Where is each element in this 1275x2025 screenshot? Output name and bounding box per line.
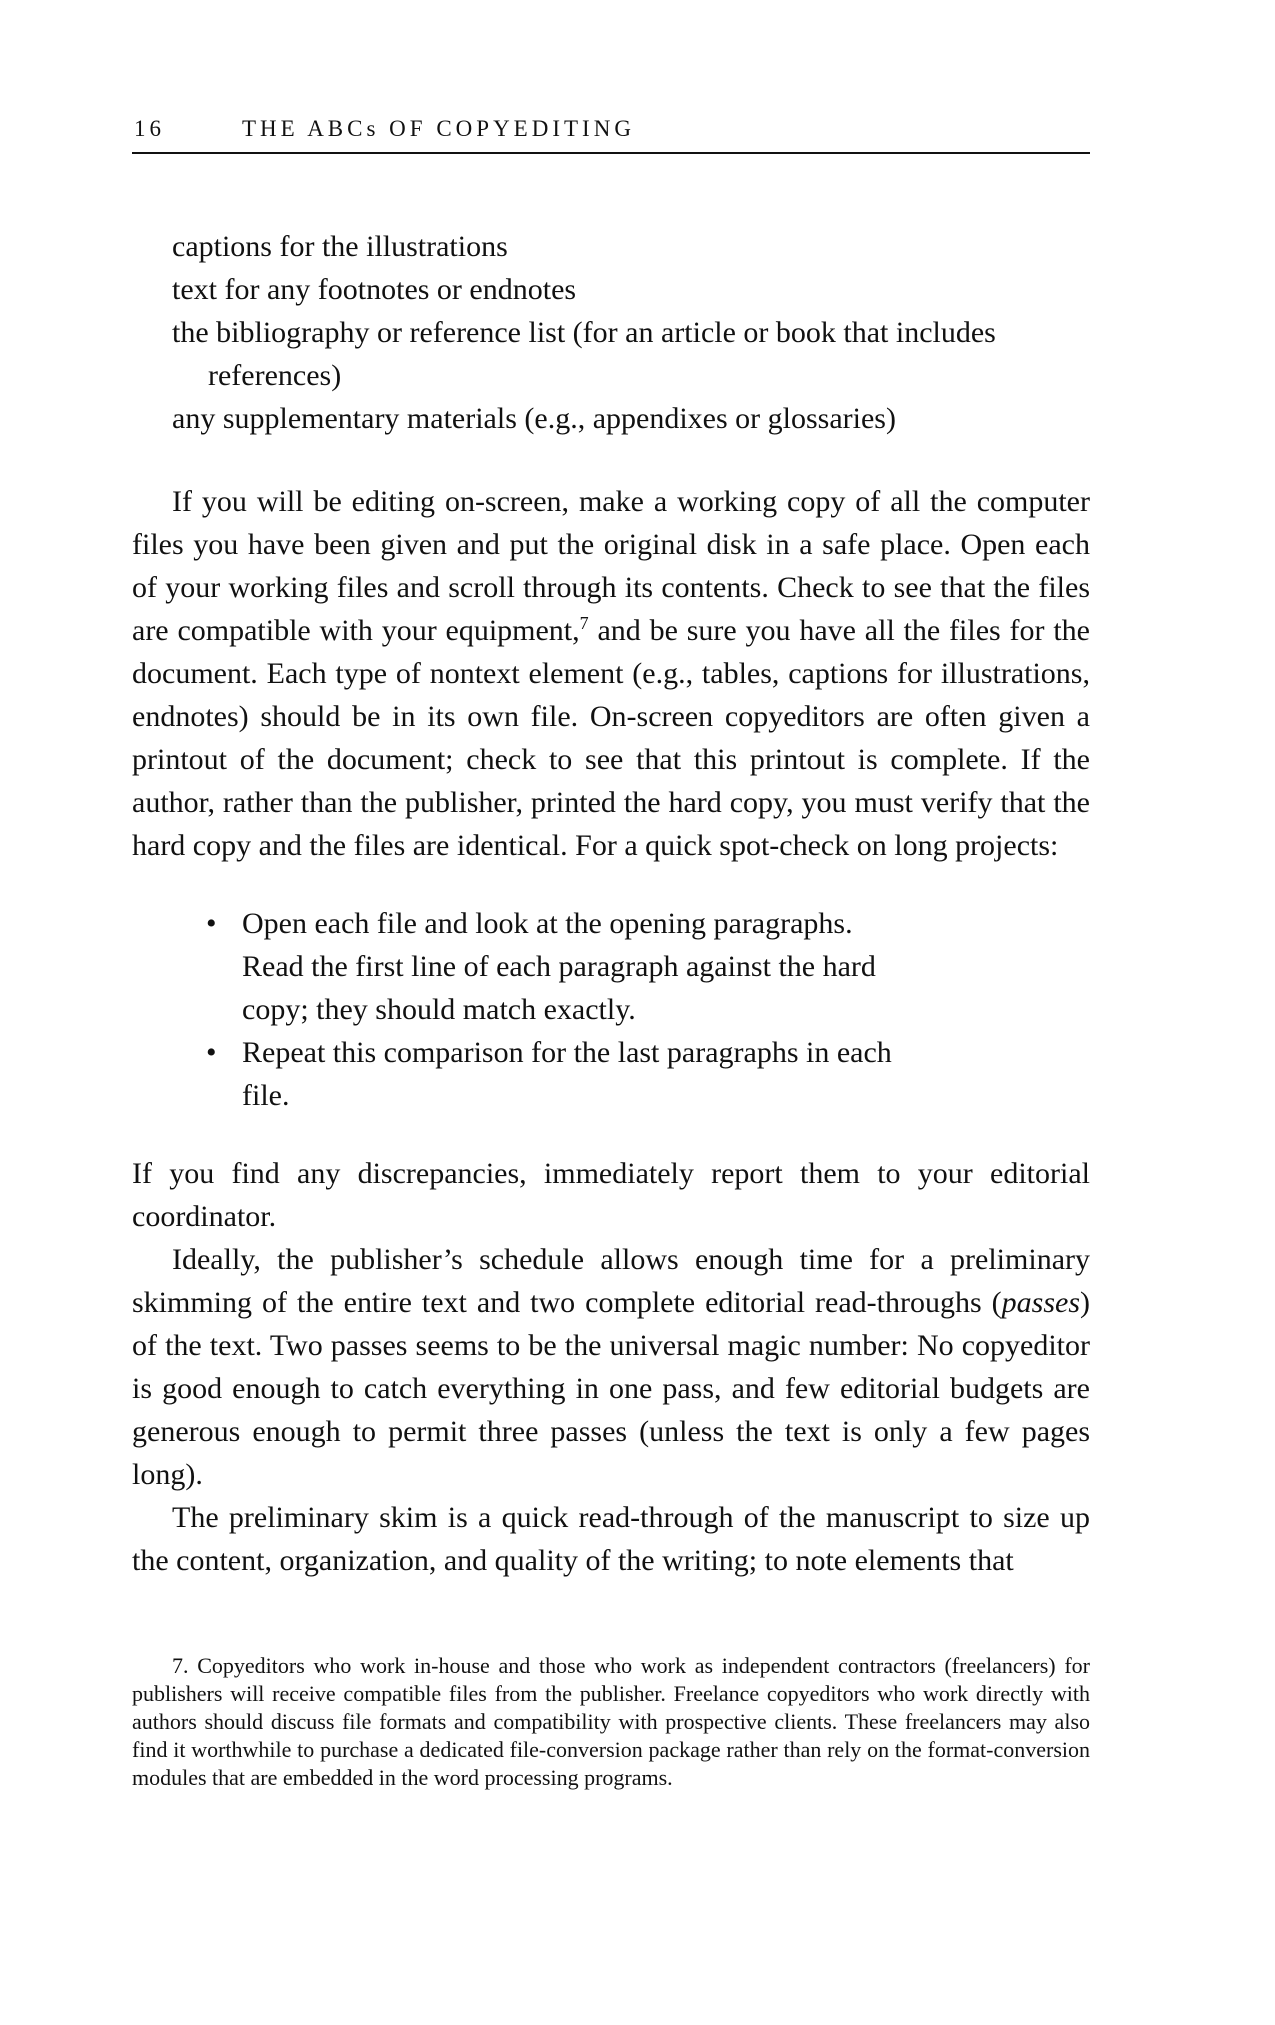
paragraph-text: If you will be editing on-screen, make a working copy of all the computer files you have been given and put the original disk in a safe place. Open each of your working files and scroll through its contents. Check to see that the files are compatible with your equipment, (132, 485, 1090, 647)
paragraph-text: ) of the text. Two passes seems to be the universal magic number: No copyeditor is good enough to catch everything in one pass, and few editorial budgets are generous enough to permit three passes (unless the text is only a few pages long). (132, 1286, 1090, 1491)
list-item: the bibliography or reference list (for an article or book that includes references) (172, 316, 996, 392)
paragraph-preliminary-skim: The preliminary skim is a quick read-through of the manuscript to size up the content, organization, and quality of the writing; to note elements that (132, 1501, 1090, 1577)
page-number: 16 (134, 116, 165, 141)
book-page (132, 0, 1090, 2025)
footnote-reference: 7 (579, 613, 589, 633)
materials-list (172, 225, 1090, 440)
list-item: any supplementary materials (e.g., appendixes or glossaries) (172, 402, 896, 435)
paragraph-discrepancies: If you find any discrepancies, immediately report them to your editorial coordinator. (132, 1157, 1090, 1233)
italic-term: passes (1001, 1286, 1080, 1319)
running-head (132, 110, 1090, 154)
paragraph-text: Ideally, the publisher’s schedule allows enough time for a preliminary skimming of the entire text and two complete editorial read-throughs ( (132, 1243, 1090, 1319)
bullet-marker: • (206, 907, 217, 940)
paragraph-onscreen-editing (132, 480, 1090, 867)
bullet-item (206, 902, 906, 1031)
body-text (132, 225, 1090, 1582)
bullet-item (206, 1031, 906, 1117)
paragraph-text: and be sure you have all the files for the document. Each type of nontext element (e.g., tables, captions for illustrations, endnotes) should be in its own file. On-screen copyeditors are often given a printout of the document; check to see that this printout is complete. If the author, rather than the publisher, printed the hard copy, you must verify that the hard copy and the files are identical. For a quick spot-check on long projects: (132, 614, 1090, 862)
paragraph-passes (132, 1238, 1090, 1496)
bullet-marker: • (206, 1036, 217, 1069)
running-head-title: THE ABCs OF COPYEDITING (242, 116, 635, 141)
spot-check-list (206, 902, 906, 1117)
bullet-text: Open each file and look at the opening paragraphs. Read the first line of each paragraph against the hard copy; they should match exactly. (242, 907, 876, 1026)
footnote (132, 1652, 1090, 1792)
footnote-text: 7. Copyeditors who work in-house and those who work as independent contractors (freelancers) for publishers will receive compatible files from the publisher. Freelance copyeditors who work directly with authors should discuss file formats and compatibility with prospective clients. These freelancers may also find it worthwhile to purchase a dedicated file-conversion package rather than rely on the format-conversion modules that are embedded in the word processing programs. (132, 1653, 1090, 1790)
list-item: captions for the illustrations (172, 230, 508, 263)
bullet-text: Repeat this comparison for the last paragraphs in each file. (242, 1036, 892, 1112)
list-item: text for any footnotes or endnotes (172, 273, 577, 306)
